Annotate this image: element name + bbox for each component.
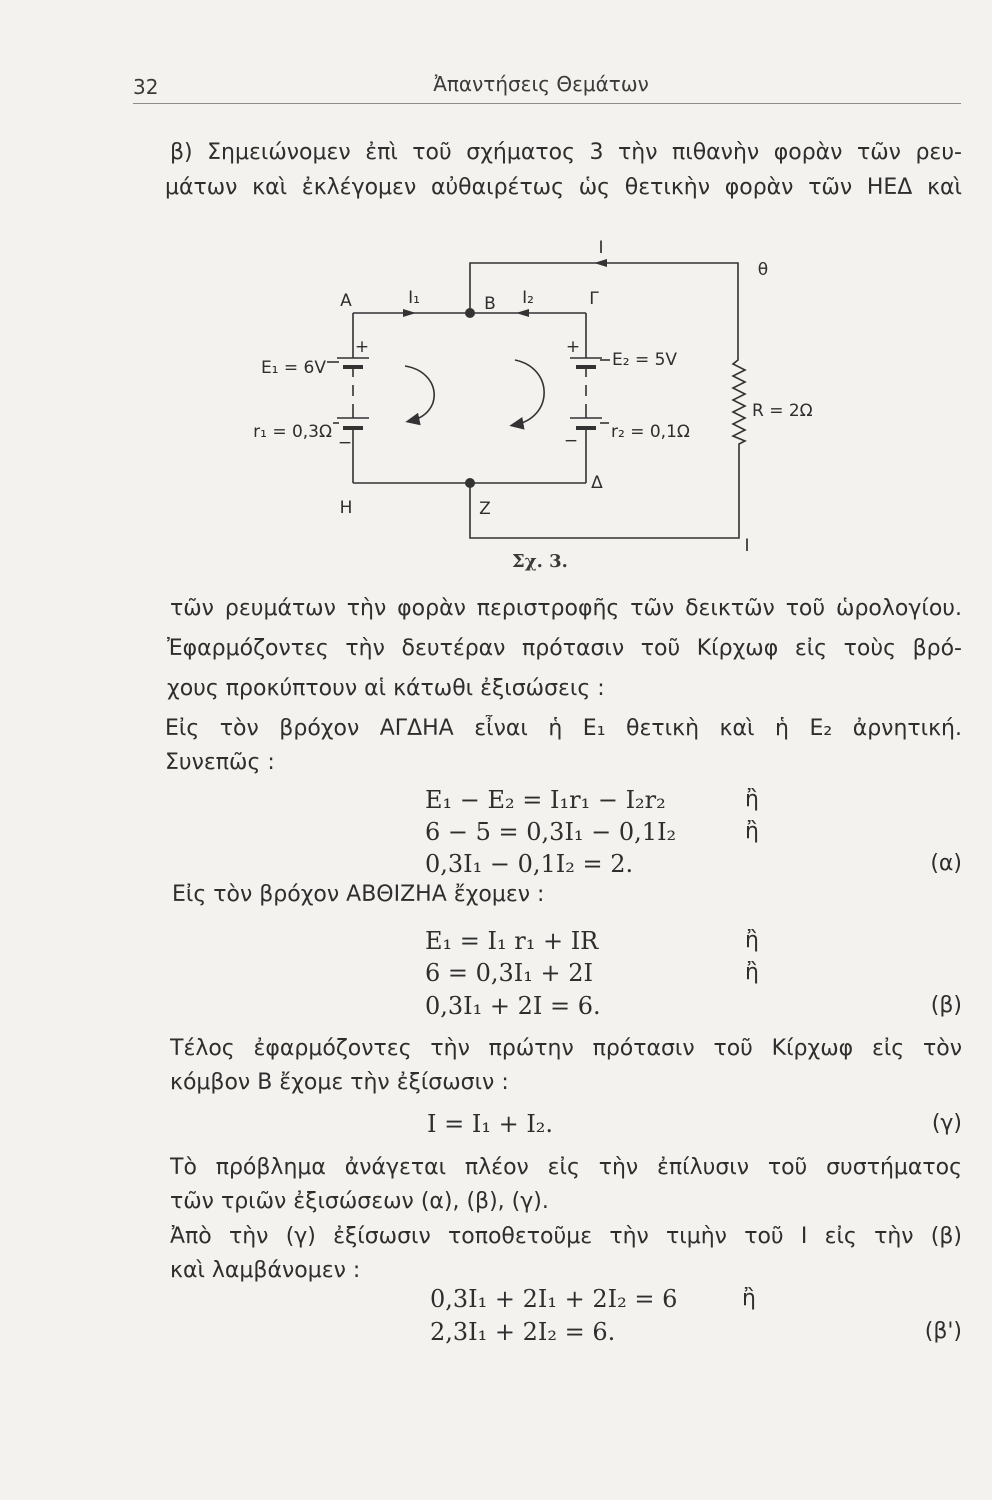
current-label-i2: I₂ xyxy=(522,288,534,308)
loop1-clockwise-arrow xyxy=(405,366,434,421)
equation-5-expr: 6 = 0,3I₁ + 2I xyxy=(425,959,594,987)
body-line-1: τῶν ρευμάτων τὴν φορὰν περιστροφῆς τῶν δεικτῶν τοῦ ὡρολογίου. xyxy=(170,596,962,621)
header-rule xyxy=(133,103,961,104)
running-title: Ἀπαντήσεις Θεμάτων xyxy=(433,72,649,96)
equation-alpha-expr: 0,3I₁ − 0,1I₂ = 2. xyxy=(425,850,634,878)
label-r: R = 2Ω xyxy=(752,401,813,421)
equation-beta-expr: 0,3I₁ + 2I = 6. xyxy=(425,992,601,1020)
node-label-a: Α xyxy=(340,291,352,311)
current-label-i: I xyxy=(598,238,604,258)
label-r2: r₂ = 0,1Ω xyxy=(611,422,690,442)
node-label-theta: θ xyxy=(757,260,769,280)
e1-plus-sign: + xyxy=(354,337,370,357)
equation-2-expr: 6 − 5 = 0,3I₁ − 0,1I₂ xyxy=(425,818,677,846)
label-r1: r₁ = 0,3Ω xyxy=(253,422,332,442)
e1-minus-sign: − xyxy=(337,433,353,453)
loop2-clockwise-arrow xyxy=(514,360,544,425)
equation-8-expr: 0,3I₁ + 2I₁ + 2I₂ = 6 xyxy=(430,1285,678,1313)
circuit-diagram xyxy=(220,230,840,570)
node-z-dot xyxy=(465,478,475,488)
equation-beta-label: (β) xyxy=(930,993,962,1018)
node-b-dot xyxy=(465,308,475,318)
body-line-10: Ἀπὸ τὴν (γ) ἐξίσωσιν τοποθετοῦμε τὴν τιμὴν τοῦ I εἰς τὴν (β) xyxy=(170,1224,962,1249)
equation-alpha-label: (α) xyxy=(930,851,962,876)
node-label-h: Η xyxy=(339,498,353,518)
outer-loop-wire-with-resistor xyxy=(470,263,745,538)
e2-plus-sign: + xyxy=(565,337,581,357)
equation-1-expr: E₁ − E₂ = I₁r₁ − I₂r₂ xyxy=(425,786,666,814)
intro-line-2: μάτων καὶ ἐκλέγομεν αὐθαιρέτως ὡς θετικὴν φορὰν τῶν ΗΕΔ καὶ xyxy=(165,175,962,200)
current-i2-arrow xyxy=(516,309,529,317)
page-number: 32 xyxy=(133,75,159,99)
equation-8-conjunction: ἢ xyxy=(742,1286,756,1311)
body-line-4: Εἰς τὸν βρόχον ΑΓΔΗΑ εἶναι ἡ E₁ θετικὴ καὶ ἡ E₂ ἀρνητική. xyxy=(165,716,962,741)
node-label-b: Β xyxy=(484,294,496,314)
equation-4-conjunction: ἢ xyxy=(745,928,759,953)
figure-caption: Σχ. 3. xyxy=(512,551,568,572)
equation-gamma-expr: I = I₁ + I₂. xyxy=(427,1110,554,1138)
current-i1-arrow xyxy=(403,309,416,317)
body-line-11: καὶ λαμβάνομεν : xyxy=(170,1258,361,1283)
node-label-z: Ζ xyxy=(479,499,491,519)
node-label-delta: Δ xyxy=(591,473,603,493)
equation-5-conjunction: ἢ xyxy=(745,960,759,985)
body-line-2: Ἐφαρμόζοντες τὴν δευτέραν πρότασιν τοῦ Κίρχωφ εἰς τοὺς βρό- xyxy=(167,636,962,661)
body-line-5: Συνεπῶς : xyxy=(165,750,275,775)
label-e1: E₁ = 6V xyxy=(260,358,326,378)
loop2-intro: Εἰς τὸν βρόχον ΑΒΘΙΖΗΑ ἔχομεν : xyxy=(172,882,545,907)
equation-2-conjunction: ἢ xyxy=(745,819,759,844)
body-line-8: Τὸ πρόβλημα ἀνάγεται πλέον εἰς τὴν ἐπίλυσιν τοῦ συστήματος xyxy=(170,1155,962,1180)
body-line-3: χους προκύπτουν αἱ κάτωθι ἐξισώσεις : xyxy=(167,676,605,701)
equation-1-conjunction: ἢ xyxy=(745,787,759,812)
equation-gamma-label: (γ) xyxy=(931,1111,962,1136)
current-label-i1: I₁ xyxy=(408,288,420,308)
body-line-9: τῶν τριῶν ἐξισώσεων (α), (β), (γ). xyxy=(170,1189,549,1214)
intro-line-1: β) Σημειώνομεν ἐπὶ τοῦ σχήματος 3 τὴν πιθανὴν φορὰν τῶν ρευ- xyxy=(170,140,962,165)
node-label-iota: Ι xyxy=(744,536,750,556)
label-e2: E₂ = 5V xyxy=(612,350,678,370)
equation-beta-prime-label: (β') xyxy=(924,1319,962,1344)
body-line-6: Τέλος ἐφαρμόζοντες τὴν πρώτην πρότασιν τοῦ Κίρχωφ εἰς τὸν xyxy=(170,1036,962,1061)
body-line-7: κόμβον Β ἔχομε τὴν ἐξίσωσιν : xyxy=(170,1070,509,1095)
equation-beta-prime-expr: 2,3I₁ + 2I₂ = 6. xyxy=(430,1318,616,1346)
node-label-gamma: Γ xyxy=(589,289,599,309)
equation-4-expr: E₁ = I₁ r₁ + IR xyxy=(425,927,599,955)
current-i-arrow xyxy=(594,259,607,267)
e2-minus-sign: − xyxy=(563,431,579,451)
